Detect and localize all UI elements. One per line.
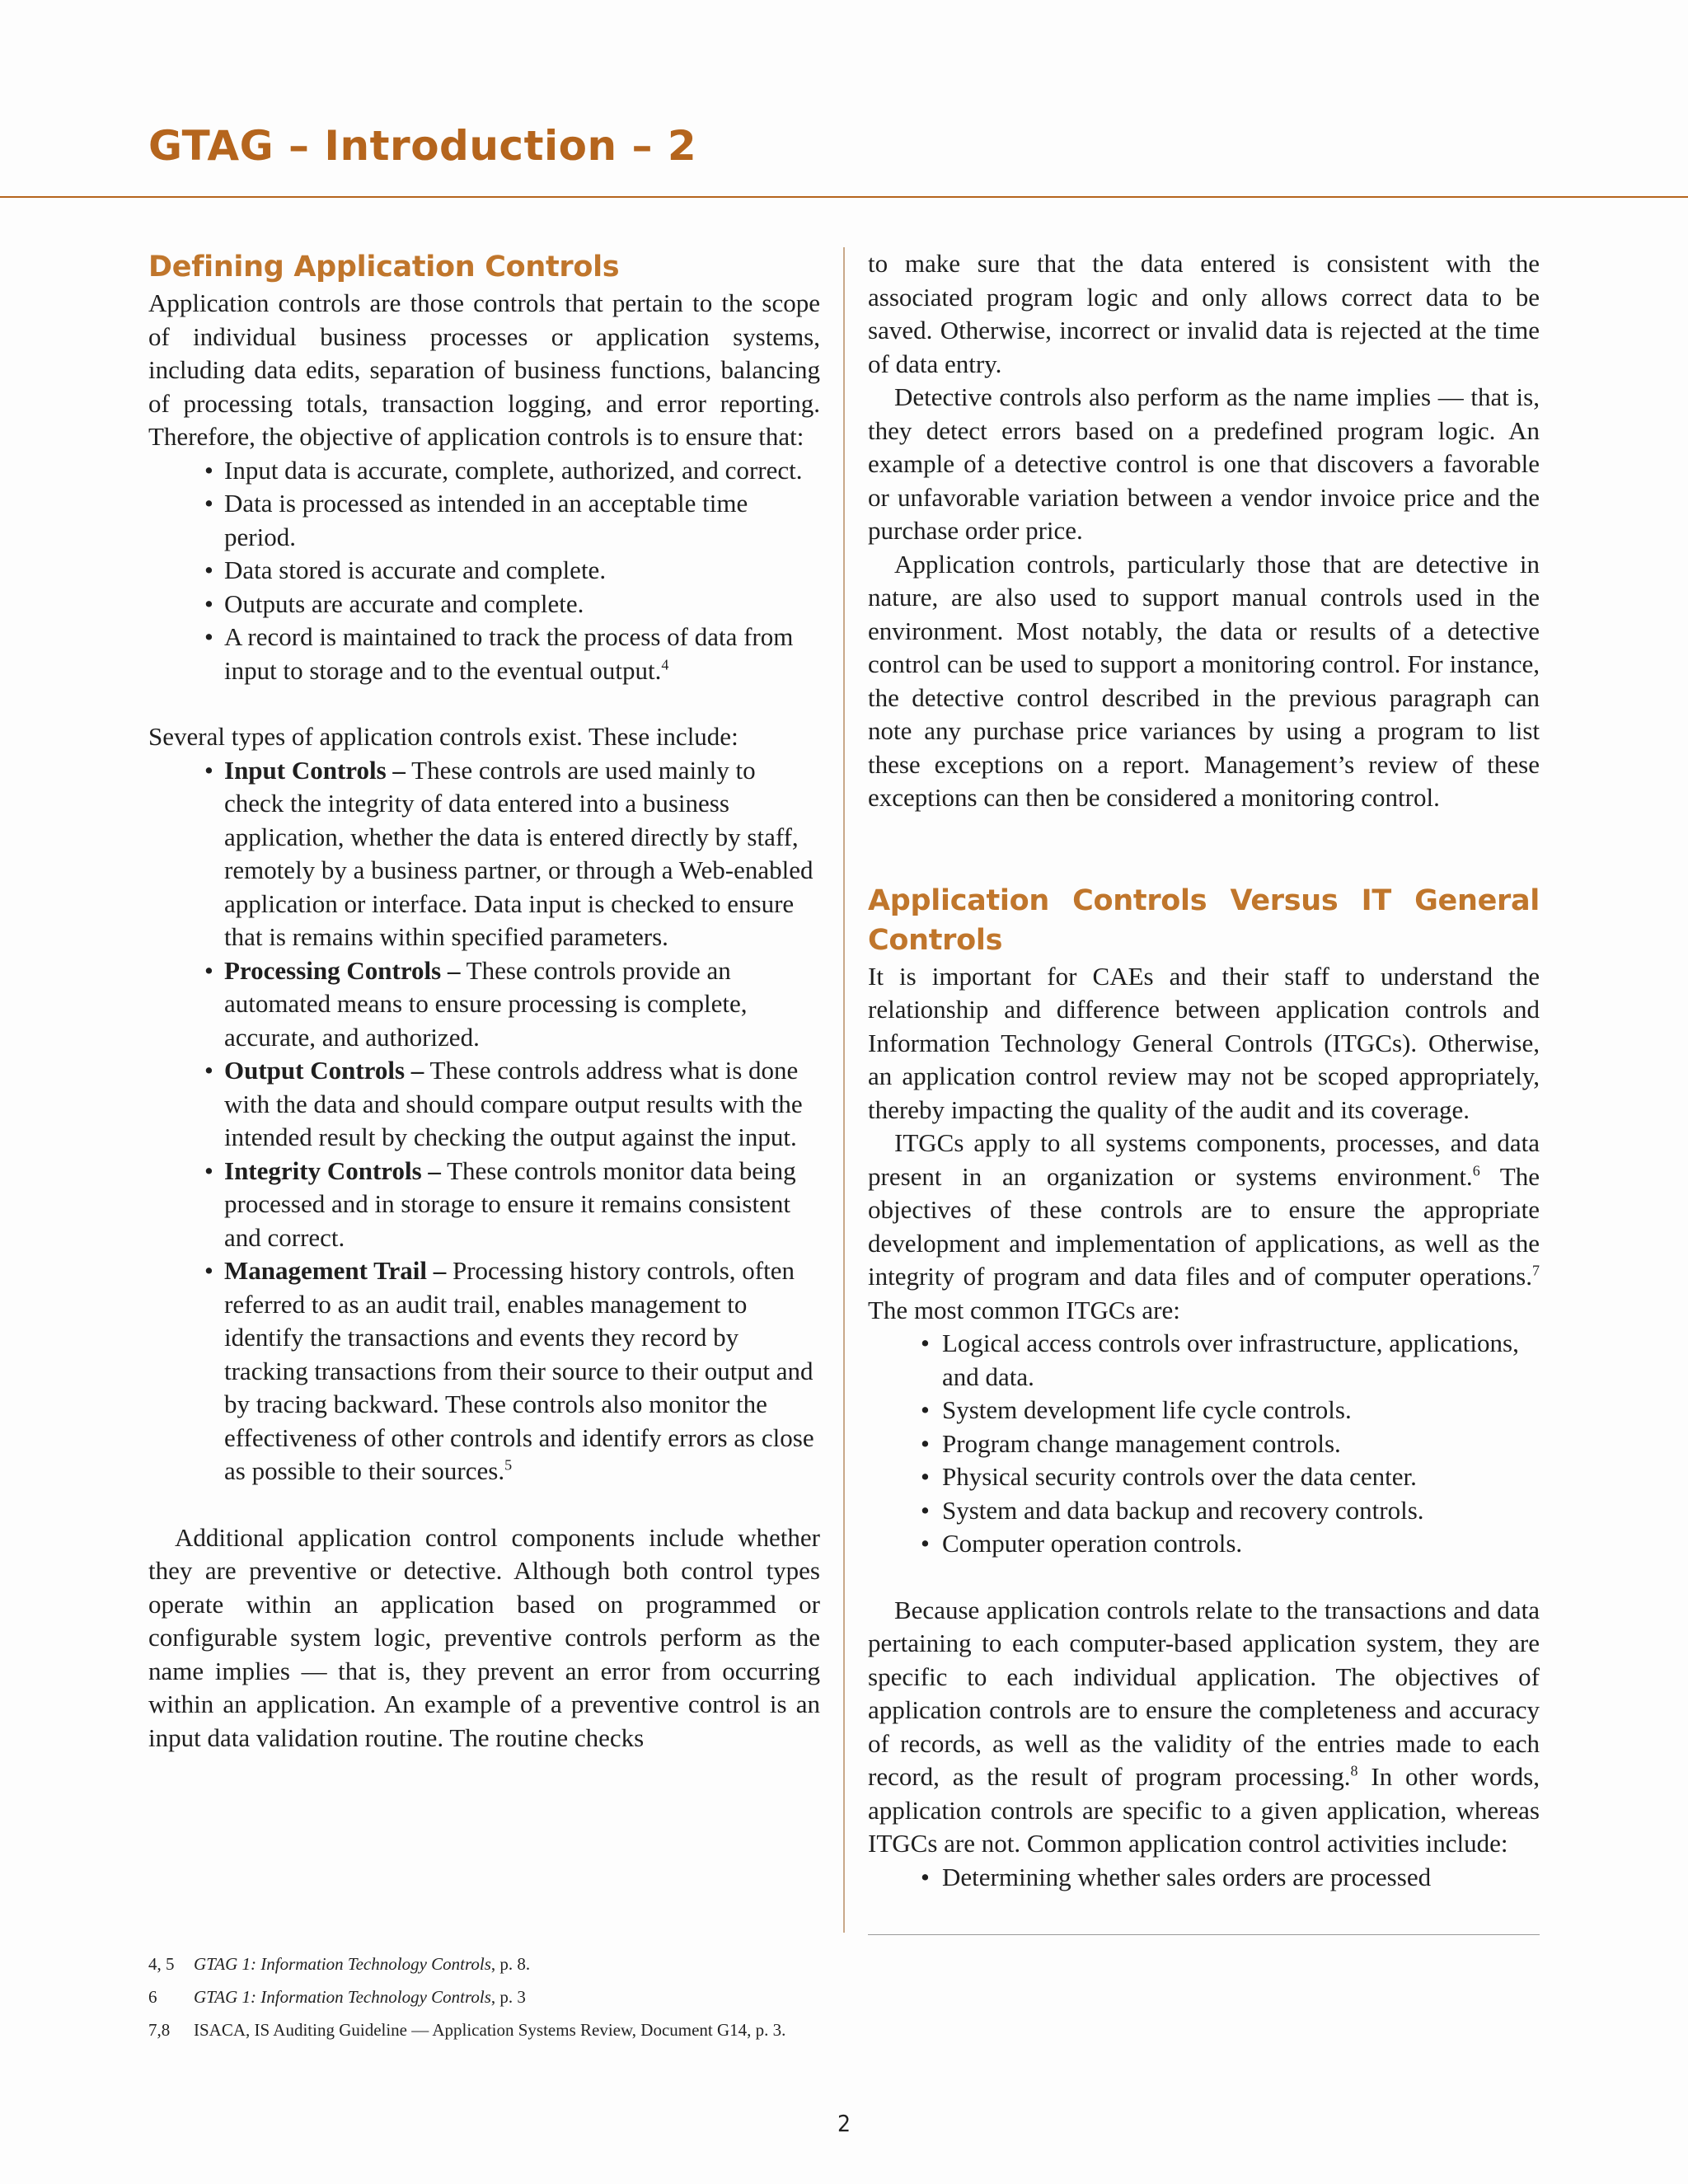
because-paragraph [868, 1594, 1540, 1861]
control-types-list [148, 754, 820, 1488]
support-paragraph: Application controls, particularly those that are detective in nature, are also used to support manual controls used in the environment. Most notably, the data or results of a detective control can be used to support a monitoring control. For instance, the detective control described in the previous paragraph can note any purchase price variances by using a program to list these exceptions on a report. Management’s review of these exceptions can then be considered a monitoring control. [868, 549, 1540, 812]
types-intro: Several types of application controls exist. These include: [148, 722, 738, 751]
footnote [148, 1980, 785, 2013]
list-item: • Computer operation controls. [868, 1527, 1540, 1561]
footnote-title: GTAG 1: Information Technology Controls [194, 1987, 491, 2007]
footnote-source [194, 1947, 530, 1980]
footnote-ref: 4 [661, 656, 669, 673]
itgc-list [868, 1327, 1540, 1561]
footnote-ref: 5 [504, 1456, 513, 1474]
left-column [148, 247, 820, 1755]
column-divider [843, 247, 845, 1933]
term-label: Management Trail – [224, 1256, 447, 1285]
footnote-number: 7,8 [148, 2020, 171, 2040]
detective-paragraph: Detective controls also perform as the name implies — that is, they detect errors based on a predefined program logic. An example of a detective control is one that discovers a favorable or unfavorable variation between a vendor invoice price and the purchase order price. [868, 382, 1540, 545]
list-item: • Determining whether sales orders are processed [868, 1861, 1540, 1895]
objectives-list [148, 454, 820, 688]
footnote-detail: , p. 8. [490, 1954, 531, 1974]
other-words-text: In other words, application controls are specific to a given application, whereas ITGCs are not. Common application control activities include: [868, 1762, 1540, 1858]
term-description: These controls monitor data being processed and in storage to ensure it remains consistent and correct. [224, 1155, 796, 1252]
footnote-title: GTAG 1: Information Technology Controls [194, 1954, 491, 1974]
footnote-number: 6 [148, 1987, 157, 2007]
page-title: GTAG – Introduction – 2 [148, 122, 697, 170]
footnote-ref: 7 [1532, 1262, 1540, 1279]
footnote-detail: , p. 3 [490, 1987, 526, 2007]
list-item [148, 621, 820, 687]
footnote [148, 1947, 785, 1980]
term-label: Output Controls – [224, 1056, 424, 1085]
page-header [148, 122, 696, 170]
list-item [148, 754, 820, 954]
itgc-common-text: The most common ITGCs are: [868, 1295, 1180, 1324]
list-item: • Input data is accurate, complete, authorized, and correct. [148, 454, 820, 488]
footnote-source [194, 1980, 526, 2013]
additional-paragraph: Additional application control components include whether they are preventive or detective. Although both control types operate within an application based on programmed or configurable system logic, preventive controls perform as the name implies — that is, they prevent an error from occurring within an application. An example of a preventive control is an input data validation routine. The routine checks [148, 1522, 820, 1752]
list-item: • Program change management controls. [868, 1427, 1540, 1461]
list-item: • System and data backup and recovery controls. [868, 1494, 1540, 1528]
term-description: Processing history controls, often referred to as an audit trail, enables management to identify the transactions and events they record by tracking transactions from their source to their output and by tracing backward. These controls also monitor the effectiveness of other controls and identify errors as close as possible to their sources. [224, 1256, 814, 1485]
term-label: Input Controls – [224, 755, 406, 785]
continuation-paragraph: to make sure that the data entered is consistent with the associated program logic and only allows correct data to be saved. Otherwise, incorrect or invalid data is rejected at the time of data entry. [868, 249, 1540, 378]
list-item [148, 1254, 820, 1488]
list-item [148, 1155, 820, 1255]
footnote-detail: ISACA, IS Auditing Guideline — Application Systems Review, Document G14, p. 3. [194, 2020, 786, 2040]
list-item-text: A record is maintained to track the process of data from input to storage and to the eventual output. [224, 622, 794, 685]
itgc-objectives-text: The objectives of these controls are to ensure the appropriate development and implementation of applications, as well as the integrity of program and data files and of computer operations. [868, 1161, 1540, 1291]
activities-list [868, 1861, 1540, 1895]
footnote [148, 2013, 785, 2046]
footnote-divider [868, 1934, 1540, 1935]
term-description: These controls provide an automated means to ensure processing is complete, accurate, and authorized. [224, 955, 748, 1052]
importance-paragraph: It is important for CAEs and their staff to understand the relationship and difference between application controls and Information Technology General Controls (ITGCs). Otherwise, an application control review may not be scoped appropriately, thereby impacting the quality of the audit and its coverage. [868, 961, 1540, 1124]
footnotes [148, 1947, 785, 2046]
term-label: Integrity Controls – [224, 1155, 441, 1185]
list-item: • Logical access controls over infrastructure, applications, and data. [868, 1327, 1540, 1394]
right-column [868, 247, 1540, 1894]
footnote-ref: 8 [1350, 1762, 1358, 1779]
list-item: • Data is processed as intended in an acceptable time period. [148, 487, 820, 554]
page-number: 2 [837, 2110, 851, 2137]
list-item [148, 1054, 820, 1155]
term-description: These controls are used mainly to check the integrity of data entered into a business application, whether the data is entered directly by staff, remotely by a business partner, or through a Web-enabled application or interface. Data input is checked to ensure that is remains within specified parameters. [224, 755, 814, 951]
header-divider [0, 196, 1688, 198]
footnote-source [194, 2013, 785, 2046]
list-item [148, 954, 820, 1055]
footnote-number: 4, 5 [148, 1954, 175, 1974]
list-item: • Outputs are accurate and complete. [148, 588, 820, 621]
section-heading-defining: Defining Application Controls [148, 251, 620, 284]
term-description: These controls address what is done with the data and should compare output results with the intended result by checking the output against the input. [224, 1056, 803, 1151]
intro-paragraph: Application controls are those controls that pertain to the scope of individual business processes or application systems, including data edits, separation of business functions, balancing of processing totals, transaction logging, and error reporting. Therefore, the objective of application controls is to ensure that: [148, 288, 820, 451]
list-item: • System development life cycle controls. [868, 1394, 1540, 1427]
itgc-apply-text: ITGCs apply to all systems components, processes, and data present in an organization or systems environment. [868, 1128, 1540, 1191]
because-text: Because application controls relate to the transactions and data pertaining to each computer-based application system, they are specific to each individual application. The objectives of application controls are to ensure the completeness and accuracy of records, as well as the validity of the entries made to each record, as the result of program processing. [868, 1595, 1540, 1791]
term-label: Processing Controls – [224, 955, 461, 985]
list-item: • Data stored is accurate and complete. [148, 554, 820, 588]
itgc-paragraph [868, 1127, 1540, 1327]
section-heading-versus: Application Controls Versus IT General Controls [868, 883, 1540, 957]
list-item: • Physical security controls over the data center. [868, 1460, 1540, 1494]
footnote-ref: 6 [1472, 1162, 1480, 1179]
